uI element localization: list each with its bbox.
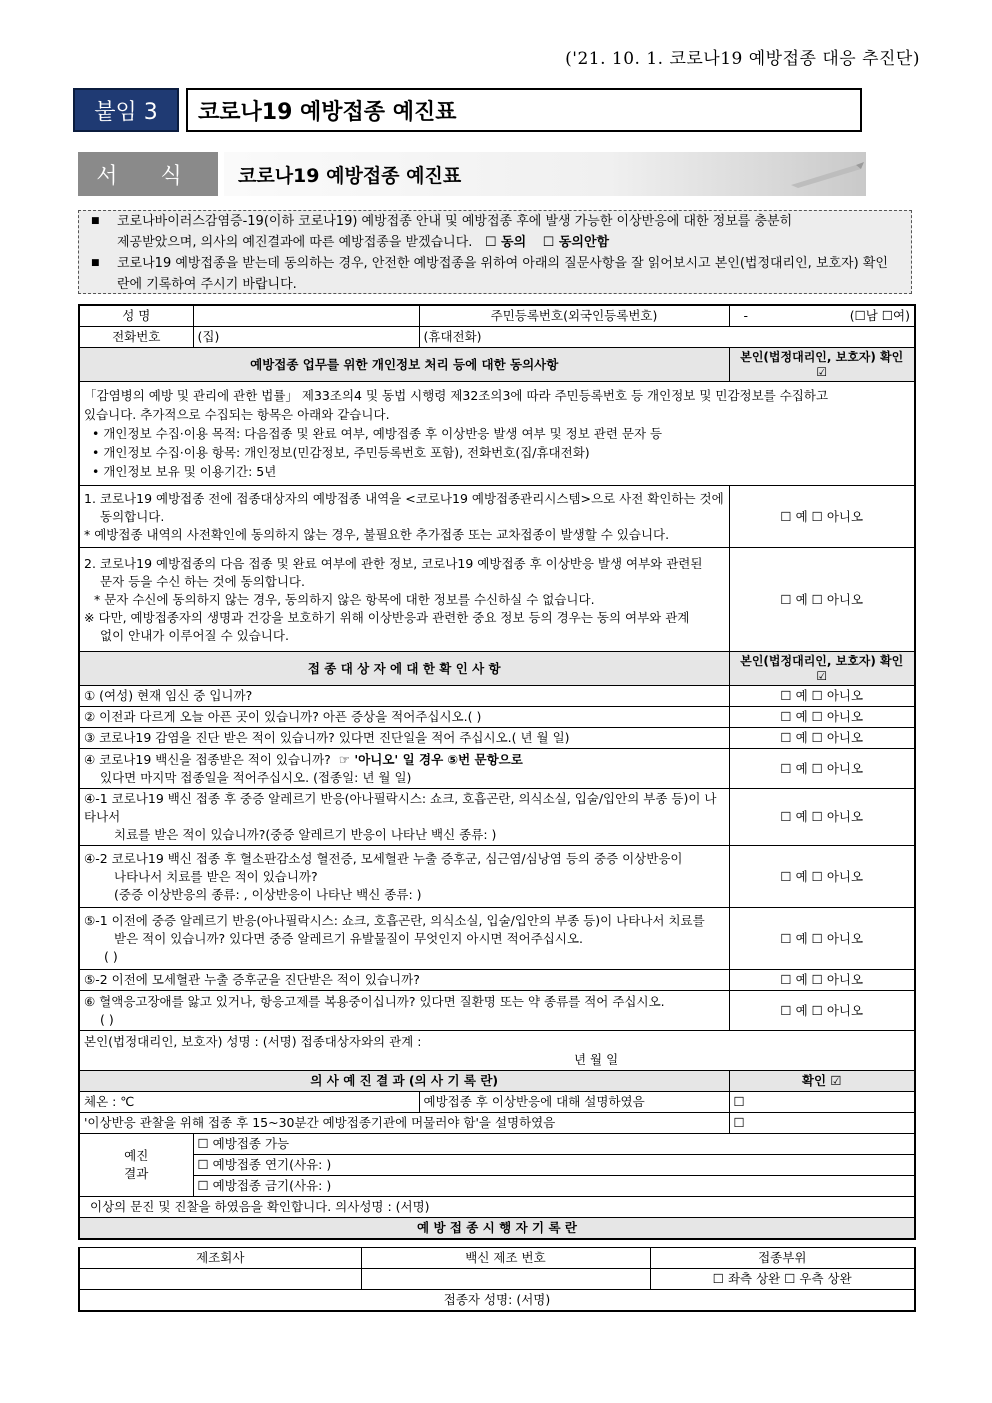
attachment-badge: 붙임 3 (73, 88, 179, 132)
form-title-bar (224, 152, 866, 196)
mobile-phone-field[interactable]: (휴대전화) (419, 327, 915, 348)
privacy-question-2: 2. 코로나19 예방접종의 다음 접종 및 완료 여부에 관한 정보, 코로나19 예방접종 후 이상반응 발생 여부와 관련된 문자 등을 수신 하는 것에 동의합니다. * 문자 수신에 동의하지 않는 경우, 동의하지 않은 항목에 대한 정보를 수신하실 수 없습니다. ※ 다만, 예방접종자의 생명과 건강을 보호하기 위해 이상반응과 관련한 중요 정보 등의 경우는 동의 여부와 관계 없이 안내가 이루어질 수 있습니다. (79, 548, 729, 652)
maker-field[interactable] (79, 1269, 361, 1290)
privacy-q2-yes-no[interactable]: ☐ 예 ☐ 아니오 (729, 548, 915, 652)
check-header: 접 종 대 상 자 에 대 한 확 인 사 항 (79, 652, 729, 686)
page-title: 코로나19 예방접종 예진표 (186, 88, 862, 132)
privacy-confirm-header: 본인(법정대리인, 보호자) 확인 ☑ (729, 348, 915, 382)
doctor-signature[interactable]: 이상의 문진 및 진찰을 하였음을 확인합니다. 의사성명 : (서명) (79, 1197, 915, 1218)
name-field[interactable] (193, 305, 419, 327)
maker-label: 제조회사 (79, 1248, 361, 1269)
phone-label: 전화번호 (79, 327, 193, 348)
privacy-q1-yes-no[interactable]: ☐ 예 ☐ 아니오 (729, 486, 915, 548)
administrator-signature[interactable]: 접종자 성명: (서명) (79, 1290, 915, 1312)
sex-checkbox[interactable]: (☐남 ☐여) (849, 308, 910, 323)
explain-checkbox[interactable]: ☐ (729, 1092, 915, 1113)
check-q5-2-yes-no[interactable]: ☐ 예 ☐ 아니오 (729, 970, 915, 991)
result-postpone[interactable]: ☐ 예방접종 연기(사유: ) (193, 1155, 915, 1176)
lot-label: 백신 제조 번호 (361, 1248, 650, 1269)
admin-table (78, 1247, 916, 1312)
lot-field[interactable] (361, 1269, 650, 1290)
check-question-3: ③ 코로나19 감염을 진단 받은 적이 있습니까? 있다면 진단일을 적어 주십시오.( 년 월 일) (79, 728, 729, 749)
site-checkboxes[interactable]: ☐ 좌측 상완 ☐ 우측 상완 (650, 1269, 915, 1290)
check-q3-yes-no[interactable]: ☐ 예 ☐ 아니오 (729, 728, 915, 749)
subject-signature[interactable]: 본인(법정대리인, 보호자) 성명 : (서명) 접종대상자와의 관계 : 년 월 일 (79, 1031, 915, 1071)
agree-checkbox[interactable]: ☐ 동의 (484, 235, 527, 250)
check-q5-1-yes-no[interactable]: ☐ 예 ☐ 아니오 (729, 908, 915, 970)
check-question-1: ① (여성) 현재 임신 중 입니까? (79, 686, 729, 707)
date-note: ('21. 10. 1. 코로나19 예방접종 대응 추진단) (565, 49, 920, 69)
screening-form (78, 304, 916, 1240)
disagree-checkbox[interactable]: ☐ 동의안함 (542, 235, 610, 250)
observe-checkbox[interactable]: ☐ (729, 1113, 915, 1134)
check-q2-yes-no[interactable]: ☐ 예 ☐ 아니오 (729, 707, 915, 728)
admin-header: 예 방 접 종 시 행 자 기 록 란 (79, 1218, 915, 1240)
home-phone-field[interactable]: (집) (193, 327, 419, 348)
check-question-5-2: ⑤-2 이전에 모세혈관 누출 증후군을 진단받은 적이 있습니까? (79, 970, 729, 991)
form-title: 코로나19 예방접종 예진표 (238, 164, 462, 187)
result-contraindicated[interactable]: ☐ 예방접종 금기(사유: ) (193, 1176, 915, 1197)
check-question-4-1: ④-1 코로나19 백신 접종 후 중증 알레르기 반응(아나필락시스: 쇼크, 호흡곤란, 의식소실, 입술/입안의 부종 등)이 나타나서 치료를 받은 적이 있습니까?(중증 알레르기 반응이 나타난 백신 종류: ) (79, 789, 729, 846)
name-label: 성 명 (79, 305, 193, 327)
check-q1-yes-no[interactable]: ☐ 예 ☐ 아니오 (729, 686, 915, 707)
check-q4-1-yes-no[interactable]: ☐ 예 ☐ 아니오 (729, 789, 915, 846)
notice-item-2: ■ 코로나19 예방접종을 받는데 동의하는 경우, 안전한 예방접종을 위하여 아래의 질문사항을 잘 읽어보시고 본인(법정대리인, 보호자) 확인란에 기록하여 주시기 바랍니다. (117, 253, 897, 295)
privacy-header: 예방접종 업무를 위한 개인정보 처리 등에 대한 동의사항 (79, 348, 729, 382)
doctor-confirm-header: 확인 ☑ (729, 1071, 915, 1092)
privacy-intro: 「감염병의 예방 및 관리에 관한 법률」 제33조의4 및 동법 시행령 제32조의3에 따라 주민등록번호 등 개인정보 및 민감정보를 수집하고 있습니다. 추가적으로 수집되는 항목은 아래와 같습니다. • 개인정보 수집·이용 목적: 다음접종 및 완료 여부, 예방접종 후 이상반응 발생 여부 및 정보 관련 문자 등 • 개인정보 수집·이용 항목: 개인정보(민감정보, 주민등록번호 포함), 전화번호(집/휴대전화) • 개인정보 보유 및 이용기간: 5년 (79, 382, 915, 486)
privacy-question-1: 1. 코로나19 예방접종 전에 접종대상자의 예방접종 내역을 <코로나19 예방접종관리시스템>으로 사전 확인하는 것에 동의합니다. * 예방접종 내역의 사전확인에 동의하지 않는 경우, 불필요한 추가접종 또는 교차접종이 발생할 수 있습니다. (79, 486, 729, 548)
rrn-label: 주민등록번호(외국인등록번호) (419, 305, 729, 327)
temperature-field[interactable]: 체온 : ℃ (79, 1092, 419, 1113)
check-question-6: ⑥ 혈액응고장애를 앓고 있거나, 항응고제를 복용중이십니까? 있다면 질환명 또는 약 종류를 적어 주십시오. ( ) (79, 991, 729, 1031)
check-question-2: ② 이전과 다르게 오늘 아픈 곳이 있습니까? 아픈 증상을 적어주십시오.( ) (79, 707, 729, 728)
check-q4-yes-no[interactable]: ☐ 예 ☐ 아니오 (729, 749, 915, 789)
form-label: 서 식 (78, 152, 218, 196)
check-question-5-1: ⑤-1 이전에 중증 알레르기 반응(아나필락시스: 쇼크, 호흡곤란, 의식소실, 입술/입안의 부종 등)이 나타나서 치료를 받은 적이 있습니까? 있다면 중증 알레르기 유발물질이 무엇인지 아시면 적어주십시오. ( ) (79, 908, 729, 970)
rrn-field[interactable]: - (☐남 ☐여) (729, 305, 915, 327)
consent-notice (78, 210, 912, 294)
check-confirm-header: 본인(법정대리인, 보호자) 확인 ☑ (729, 652, 915, 686)
observe-text: '이상반응 관찰을 위해 접종 후 15~30분간 예방접종기관에 머물러야 함'을 설명하였음 (79, 1113, 729, 1134)
check-question-4-2: ④-2 코로나19 백신 접종 후 혈소판감소성 혈전증, 모세혈관 누출 증후군, 심근염/심낭염 등의 중증 이상반응이 나타나서 치료를 받은 적이 있습니까? (중증 이상반응의 종류: , 이상반응이 나타난 백신 종류: ) (79, 846, 729, 908)
notice-item-1: ■ 코로나바이러스감염증-19(이하 코로나19) 예방접종 안내 및 예방접종 후에 발생 가능한 이상반응에 대한 정보를 충분히 제공받았으며, 의사의 예진결과에 따른 예방접종을 받겠습니다. ☐ 동의 ☐ 동의안함 (117, 211, 897, 253)
result-label: 예진 결과 (79, 1134, 193, 1197)
check-question-4: ④ 코로나19 백신을 접종받은 적이 있습니까? ☞ '아니오' 일 경우 ⑤번 문항으로 있다면 마지막 접종일을 적어주십시오. (접종일: 년 월 일) (79, 749, 729, 789)
result-possible[interactable]: ☐ 예방접종 가능 (193, 1134, 915, 1155)
explain-text: 예방접종 후 이상반응에 대해 설명하였음 (419, 1092, 729, 1113)
pen-icon (786, 160, 866, 190)
check-q6-yes-no[interactable]: ☐ 예 ☐ 아니오 (729, 991, 915, 1031)
check-q4-2-yes-no[interactable]: ☐ 예 ☐ 아니오 (729, 846, 915, 908)
doctor-header: 의 사 예 진 결 과 (의 사 기 록 란) (79, 1071, 729, 1092)
site-label: 접종부위 (650, 1248, 915, 1269)
